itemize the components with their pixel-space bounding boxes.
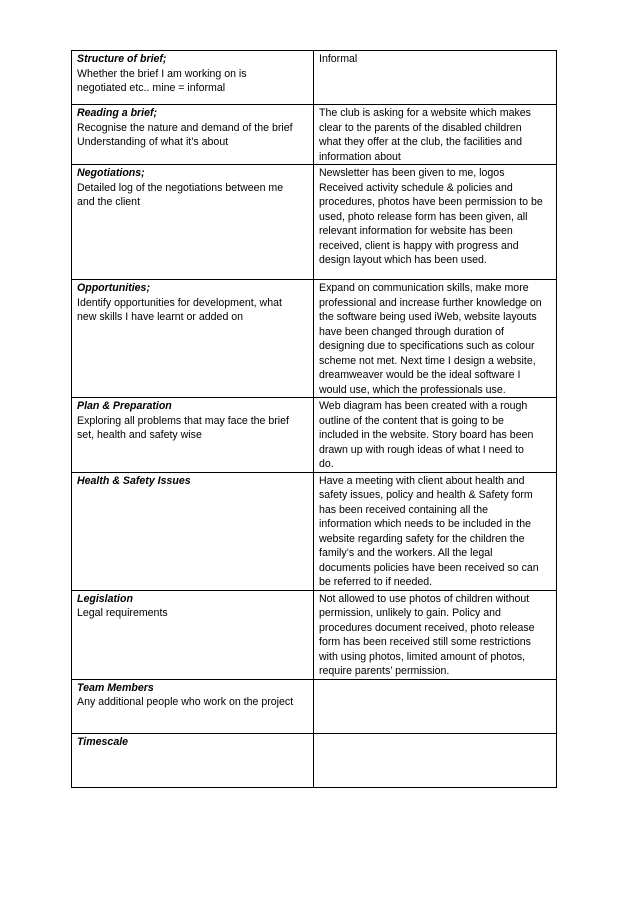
criteria-cell <box>72 51 314 105</box>
criteria-text-line: and the client <box>77 196 141 208</box>
response-text-line: form has been received still some restrictions <box>319 636 531 648</box>
response-text-line: clear to the parents of the disabled children <box>319 121 522 134</box>
response-cell <box>314 590 557 679</box>
response-text-line: procedures, photos have been permission to be <box>319 196 543 208</box>
table-row-legislation <box>72 590 557 679</box>
response-text-line: Informal <box>319 53 358 65</box>
criteria-cell <box>72 590 314 679</box>
response-text-line: information about <box>319 150 401 163</box>
response-text-line: family’s and the workers. All the legal <box>319 547 493 559</box>
row-heading: Team Members <box>77 681 154 694</box>
criteria-text-line: set, health and safety wise <box>77 429 202 441</box>
response-text-line: Received activity schedule & policies and <box>319 181 513 194</box>
response-cell <box>314 105 557 165</box>
criteria-cell <box>72 679 314 733</box>
response-text-line: Expand on communication skills, make more <box>319 282 529 294</box>
response-text-line: have been changed through duration of <box>319 325 504 338</box>
response-text-line: designing due to specifications such as colour <box>319 340 535 352</box>
response-text-line: documents policies have been received so can <box>319 561 539 574</box>
criteria-text-line: new skills I have learnt or added on <box>77 311 244 323</box>
response-text-line: outline of the content that is going to be <box>319 414 504 427</box>
table-row-reading-a-brief <box>72 105 557 165</box>
response-cell <box>314 165 557 280</box>
response-text-line: what they offer at the club, the facilities and <box>319 136 522 148</box>
table-row-negotiations <box>72 165 557 280</box>
response-text-line: do. <box>319 458 334 470</box>
response-text-line: Newsletter has been given to me, logos <box>319 167 505 179</box>
criteria-text-line: Detailed log of the negotiations between me <box>77 181 284 194</box>
response-text-line: drawn up with rough ideas of what I need to <box>319 443 524 456</box>
criteria-cell <box>72 733 314 787</box>
response-text-line: website regarding safety for the children the <box>319 532 525 545</box>
criteria-cell <box>72 398 314 473</box>
row-heading: Health & Safety Issues <box>77 474 191 487</box>
row-heading: Timescale <box>77 735 129 748</box>
criteria-text-line: Whether the brief I am working on is <box>77 67 247 80</box>
response-cell <box>314 398 557 473</box>
response-text-line: permission, unlikely to gain. Policy and <box>319 607 501 619</box>
response-text-line: Web diagram has been created with a rough <box>319 400 528 412</box>
table-row-plan-preparation <box>72 398 557 473</box>
criteria-text-line: Understanding of what it’s about <box>77 136 229 148</box>
row-heading: Structure of brief; <box>77 53 167 65</box>
response-text-line: included in the website. Story board has been <box>319 429 534 441</box>
criteria-text-line: negotiated etc.. mine = informal <box>77 82 226 94</box>
response-cell <box>314 51 557 105</box>
response-text-line: The club is asking for a website which makes <box>319 107 531 119</box>
row-heading: Opportunities; <box>77 282 150 294</box>
response-text-line: professional and increase further knowledge on <box>319 296 542 309</box>
row-heading: Reading a brief; <box>77 107 158 119</box>
response-cell <box>314 733 557 787</box>
table-row-timescale <box>72 733 557 787</box>
response-text-line: has been received containing all the <box>319 503 489 516</box>
criteria-cell <box>72 105 314 165</box>
row-heading: Plan & Preparation <box>77 400 172 412</box>
table-row-team-members <box>72 679 557 733</box>
response-text-line: safety issues, policy and health & Safety form <box>319 489 533 501</box>
response-text-line: dreamweaver would be the ideal software I <box>319 369 521 381</box>
response-text-line: received, client is happy with progress and <box>319 239 519 252</box>
response-cell <box>314 280 557 398</box>
table-row-opportunities <box>72 280 557 398</box>
response-text-line: Not allowed to use photos of children without <box>319 592 530 605</box>
response-text-line: design layout which has been used. <box>319 254 487 266</box>
response-text-line: be referred to if needed. <box>319 576 433 588</box>
response-text-line: Have a meeting with client about health and <box>319 474 525 487</box>
response-text-line: used, photo release form has been given, all <box>319 210 528 223</box>
table-row-structure-of-brief <box>72 51 557 105</box>
response-text-line: would use, which the professionals use. <box>319 383 506 396</box>
response-text-line: information which needs to be included in the <box>319 518 532 530</box>
row-heading: Legislation <box>77 592 133 605</box>
response-text-line: relevant information for website has been <box>319 225 513 237</box>
criteria-cell <box>72 280 314 398</box>
criteria-text-line: Any additional people who work on the project <box>77 696 294 708</box>
response-cell <box>314 679 557 733</box>
table-row-health-safety <box>72 472 557 590</box>
response-text-line: the software being used iWeb, website layouts <box>319 311 537 323</box>
criteria-text-line: Identify opportunities for development, what <box>77 296 282 309</box>
criteria-cell <box>72 165 314 280</box>
criteria-text-line: Recognise the nature and demand of the brief <box>77 121 293 134</box>
criteria-cell <box>72 472 314 590</box>
response-text-line: with using photos, limited amount of photos, <box>319 650 526 663</box>
response-text-line: procedures document received, photo release <box>319 621 535 634</box>
response-text-line: require parents’ permission. <box>319 665 450 677</box>
criteria-text-line: Legal requirements <box>77 607 168 619</box>
response-cell <box>314 472 557 590</box>
brief-table <box>71 50 557 788</box>
row-heading: Negotiations; <box>77 167 145 179</box>
criteria-text-line: Exploring all problems that may face the brief <box>77 414 289 427</box>
response-text-line: scheme not met. Next time I design a website, <box>319 354 536 367</box>
